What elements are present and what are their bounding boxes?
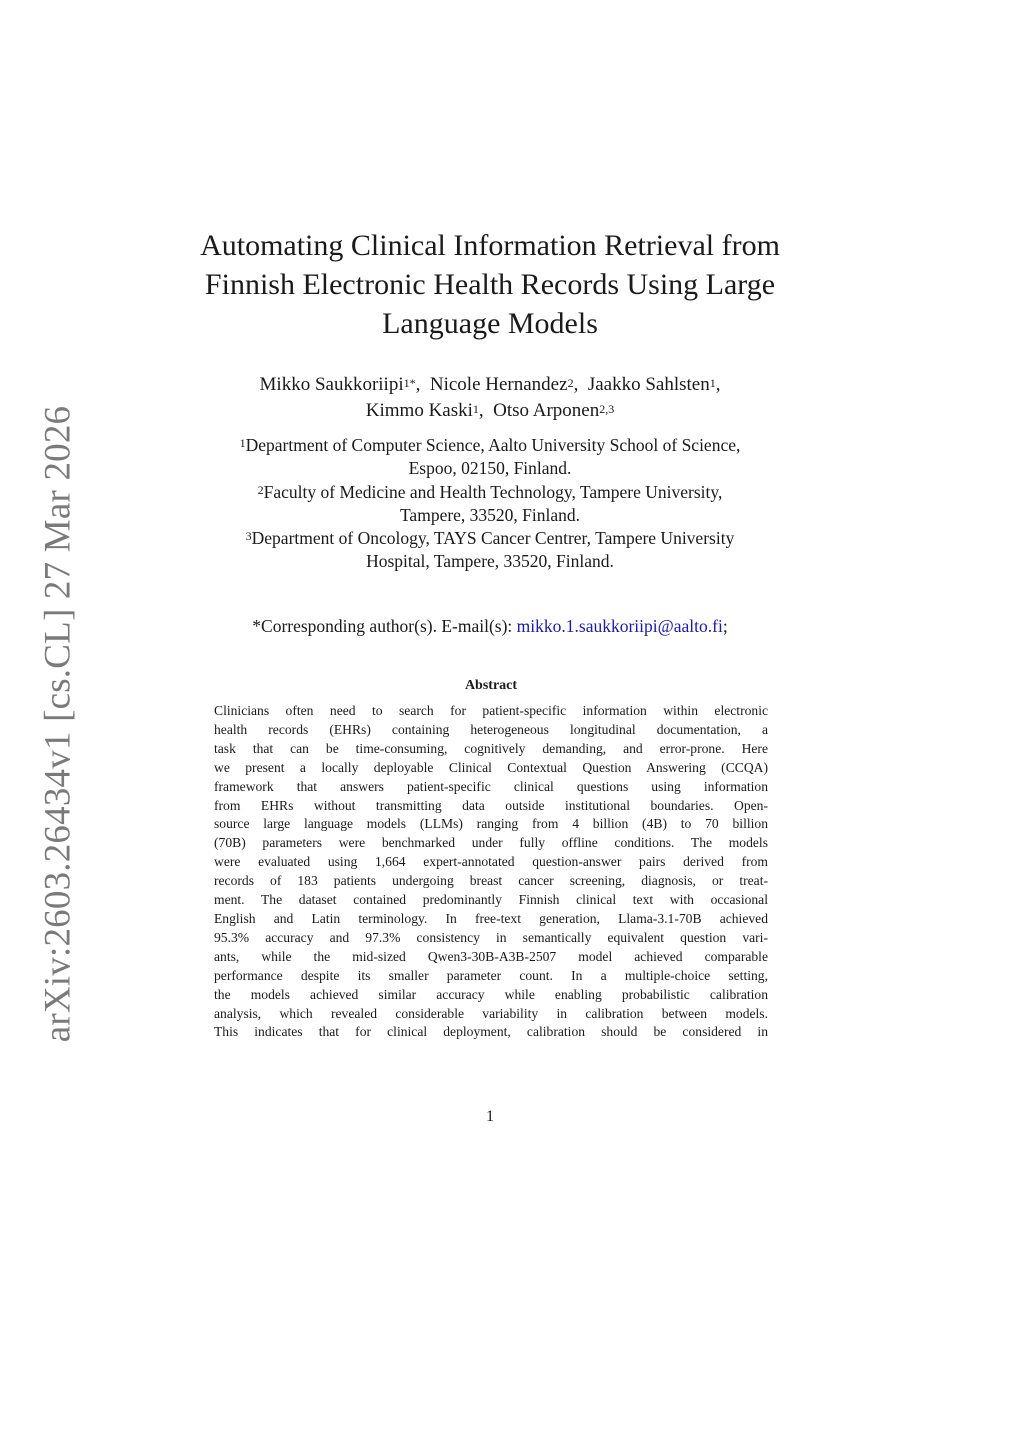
abstract-line: 95.3% accuracy and 97.3% consistency in semantically equivalent question vari- bbox=[214, 929, 768, 945]
author bbox=[366, 400, 484, 421]
affiliation-text: Department of Computer Science, Aalto University School of Science, bbox=[245, 435, 741, 455]
author bbox=[588, 374, 721, 395]
paper-title bbox=[200, 226, 780, 343]
affiliation-text: Faculty of Medicine and Health Technology, Tampere University, bbox=[263, 481, 723, 502]
abstract-line: health records (EHRs) containing heterogeneous longitudinal documentation, a bbox=[214, 721, 768, 737]
author-separator: , bbox=[715, 374, 721, 395]
email-link[interactable]: mikko.1.saukkoriipi@aalto.fi bbox=[516, 616, 723, 636]
author-name: Otso Arponen bbox=[493, 400, 600, 421]
author-affiliation-mark: 2,3 bbox=[599, 402, 615, 416]
arxiv-identifier-stamp: arXiv:2603.26434v1 [cs.CL] 27 Mar 2026 bbox=[37, 405, 79, 1043]
title-line: Finnish Electronic Health Records Using Large bbox=[204, 268, 776, 301]
corresponding-prefix: *Corresponding author(s). E-mail(s): bbox=[252, 616, 517, 636]
abstract-line: Clinicians often need to search for patient-specific information within electronic bbox=[214, 703, 768, 718]
author-affiliation-mark: 1 bbox=[709, 376, 716, 390]
abstract-line: (70B) parameters were benchmarked under fully offline conditions. The models bbox=[214, 835, 768, 851]
affiliation-mark: 2 bbox=[257, 482, 264, 497]
affiliation-list bbox=[190, 434, 790, 574]
abstract-line: ment. The dataset contained predominantly Finnish clinical text with occasional bbox=[214, 892, 768, 908]
affiliation bbox=[190, 434, 790, 481]
author-affiliation-mark: 2 bbox=[567, 376, 574, 390]
abstract-line: ants, while the mid-sized Qwen3-30B-A3B-2507 model achieved comparable bbox=[214, 948, 768, 964]
affiliation bbox=[190, 481, 790, 528]
abstract-line: framework that answers patient-specific clinical questions using information bbox=[214, 778, 768, 794]
abstract-heading: Abstract bbox=[464, 678, 518, 693]
corresponding-author-note bbox=[190, 614, 790, 638]
affiliation-line: Hospital, Tampere, 33520, Finland. bbox=[366, 551, 614, 572]
affiliation-line bbox=[190, 434, 790, 457]
title-line: Automating Clinical Information Retrieval from bbox=[200, 229, 780, 262]
title-line: Language Models bbox=[382, 307, 598, 340]
author-line bbox=[190, 372, 790, 398]
affiliation-line: Tampere, 33520, Finland. bbox=[399, 504, 581, 525]
affiliation bbox=[190, 527, 790, 574]
author-line bbox=[190, 398, 790, 424]
author-separator: , bbox=[478, 400, 484, 421]
abstract-line: English and Latin terminology. In free-text generation, Llama-3.1-70B achieved bbox=[214, 910, 768, 926]
affiliation-mark: 1 bbox=[239, 436, 246, 450]
abstract-line: task that can be time-consuming, cognitively demanding, and error-prone. Here bbox=[214, 740, 768, 756]
affiliation-mark: 3 bbox=[245, 529, 252, 544]
affiliation-line: Espoo, 02150, Finland. bbox=[408, 458, 572, 479]
abstract-line: records of 183 patients undergoing breast cancer screening, diagnosis, or treat- bbox=[214, 873, 768, 889]
abstract-line: analysis, which revealed considerable variability in calibration between models. bbox=[214, 1005, 768, 1021]
abstract-line: we present a locally deployable Clinical Contextual Question Answering (CCQA) bbox=[214, 759, 768, 775]
author-name: Mikko Saukkoriipi bbox=[259, 374, 404, 395]
abstract-line: This indicates that for clinical deployment, calibration should be considered in bbox=[214, 1024, 768, 1040]
abstract-line: from EHRs without transmitting data outside institutional boundaries. Open- bbox=[214, 797, 768, 813]
abstract-body bbox=[214, 702, 768, 1042]
author-name: Jaakko Sahlsten bbox=[587, 374, 710, 395]
affiliation-text: Department of Oncology, TAYS Cancer Centrer, Tampere University bbox=[251, 528, 735, 549]
abstract-line: were evaluated using 1,664 expert-annotated question-answer pairs derived from bbox=[214, 854, 768, 870]
author-separator: , bbox=[415, 374, 421, 395]
author-name: Nicole Hernandez bbox=[429, 374, 568, 395]
author-list bbox=[190, 372, 790, 424]
author bbox=[493, 400, 614, 421]
author-affiliation-mark: 1* bbox=[403, 376, 416, 390]
author-name: Kimmo Kaski bbox=[365, 400, 473, 421]
affiliation-line bbox=[190, 481, 790, 504]
author-separator: , bbox=[573, 374, 579, 395]
abstract-line: performance despite its smaller parameter count. In a multiple-choice setting, bbox=[214, 967, 768, 983]
page-number: 1 bbox=[486, 1108, 494, 1125]
author bbox=[260, 374, 421, 395]
author-affiliation-mark: 1 bbox=[472, 402, 479, 416]
abstract-line: the models achieved similar accuracy while enabling probabilistic calibration bbox=[214, 986, 768, 1002]
author bbox=[430, 374, 578, 395]
corresponding-suffix: ; bbox=[722, 616, 728, 636]
abstract-line: source large language models (LLMs) ranging from 4 billion (4B) to 70 billion bbox=[214, 816, 768, 832]
affiliation-line bbox=[190, 527, 790, 550]
